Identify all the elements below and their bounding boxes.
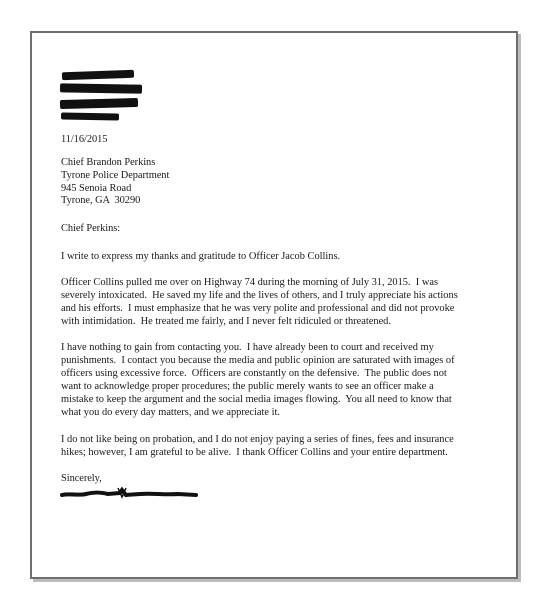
- redacted-sender-line-2: [60, 83, 142, 93]
- closing: Sincerely,: [61, 473, 102, 484]
- recipient-street: 945 Senoia Road: [61, 183, 132, 194]
- recipient-organization: Tyrone Police Department: [61, 170, 170, 181]
- paragraph-3-line: mistake to keep the argument and the social media images flowing. You all need to know that: [61, 394, 452, 405]
- paragraph-3-line: what you do every day matters, and we appreciate it.: [61, 407, 280, 418]
- recipient-name: Chief Brandon Perkins: [61, 157, 156, 168]
- redacted-signature: [60, 484, 200, 500]
- paragraph-2-line: with intimidation. He treated me fairly, and I never felt ridiculed or threatened.: [61, 316, 391, 327]
- paragraph-3-line: punishments. I contact you because the media and public opinion are saturated with images of: [61, 355, 455, 366]
- paragraph-3-line: I have nothing to gain from contacting you. I have already been to court and received my: [61, 342, 434, 353]
- paragraph-3-line: want to acknowledge proper procedures; the public merely wants to see an officer make a: [61, 381, 434, 392]
- redacted-sender-line-4: [61, 112, 119, 120]
- paragraph-2-line: and his efforts. I must emphasize that he was very polite and professional and did not provoke: [61, 303, 455, 314]
- paragraph-4: [61, 433, 501, 459]
- paragraph-2: [61, 276, 501, 328]
- paragraph-3: [61, 341, 501, 419]
- paragraph-1-line: I write to express my thanks and gratitude to Officer Jacob Collins.: [61, 251, 341, 262]
- paragraph-3-line: officers using excessive force. Officers are constantly on the defensive. The public does not: [61, 368, 447, 379]
- paragraph-2-line: Officer Collins pulled me over on Highway 74 during the morning of July 31, 2015. I was: [61, 277, 438, 288]
- salutation: Chief Perkins:: [61, 223, 121, 234]
- recipient-city-state-zip: Tyrone, GA 30290: [61, 195, 141, 206]
- paragraph-4-line: I do not like being on probation, and I do not enjoy paying a series of fines, fees and insurance: [61, 434, 454, 445]
- paragraph-4-line: hikes; however, I am grateful to be alive. I thank Officer Collins and your entire department.: [61, 447, 448, 458]
- letter-date: 11/16/2015: [61, 134, 108, 145]
- paragraph-2-line: severely intoxicated. He saved my life and the lives of others, and I truly appreciate his actions: [61, 290, 458, 301]
- paragraph-1: [61, 250, 501, 263]
